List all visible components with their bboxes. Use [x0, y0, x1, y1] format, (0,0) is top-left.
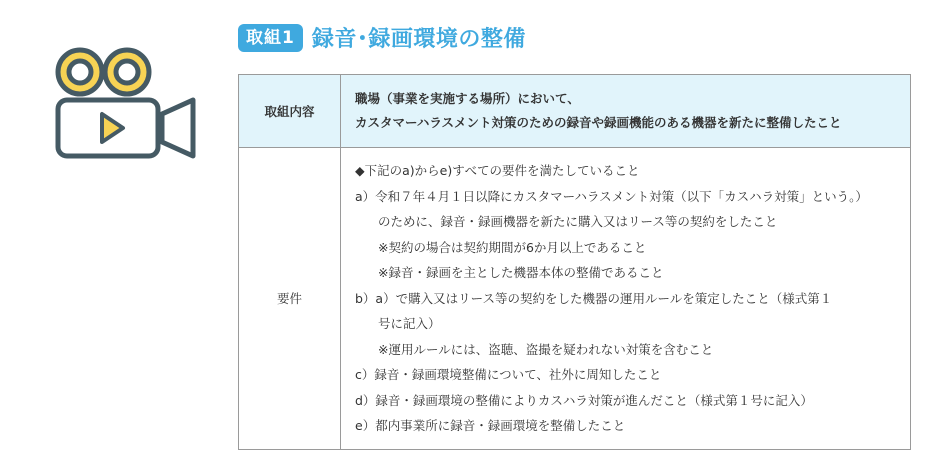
requirement-line: のために、録音・録画機器を新たに購入又はリース等の契約をしたこと [378, 214, 778, 229]
content-line: 職場（事業を実施する場所）において、 [355, 91, 580, 106]
table-row [239, 75, 911, 148]
row-content-description [341, 75, 911, 148]
requirement-line: ※運用ルールには、盗聴、盗撮を疑われない対策を含むこと [378, 341, 714, 357]
requirement-line: a）令和７年４月１日以降にカスタマーハラスメント対策（以下「カスハラ対策」という。） [355, 188, 868, 204]
section-title: 録音･録画環境の整備 [311, 27, 526, 52]
requirement-line: b）a）で購入又はリース等の契約をした機器の運用ルールを策定したこと（様式第１ [355, 290, 833, 306]
requirement-line: ◆下記のa)からe)すべての要件を満たしていること [355, 163, 640, 178]
requirement-line: e）都内事業所に録音・録画環境を整備したこと [355, 418, 626, 433]
video-camera-icon [50, 42, 200, 162]
table-row [239, 148, 911, 450]
section-badge: 取組1 [238, 24, 303, 52]
requirement-line: ※契約の場合は契約期間が6か月以上であること [378, 239, 647, 255]
row-label-requirements: 要件 [239, 148, 341, 450]
requirement-line: ※録音・録画を主とした機器本体の整備であること [378, 265, 664, 280]
content-line: カスタマーハラスメント対策のための録音や録画機能のある機器を新たに整備したこと [355, 115, 842, 130]
requirement-line: 号に記入） [378, 316, 441, 331]
requirement-line: c）録音・録画環境整備について、社外に周知したこと [355, 367, 662, 382]
requirement-line: d）録音・録画環境の整備によりカスハラ対策が進んだこと（様式第１号に記入） [355, 392, 813, 408]
requirements-table [238, 74, 911, 450]
row-label-content: 取組内容 [239, 75, 341, 148]
row-content-requirements [341, 148, 911, 450]
section-header [238, 22, 526, 53]
